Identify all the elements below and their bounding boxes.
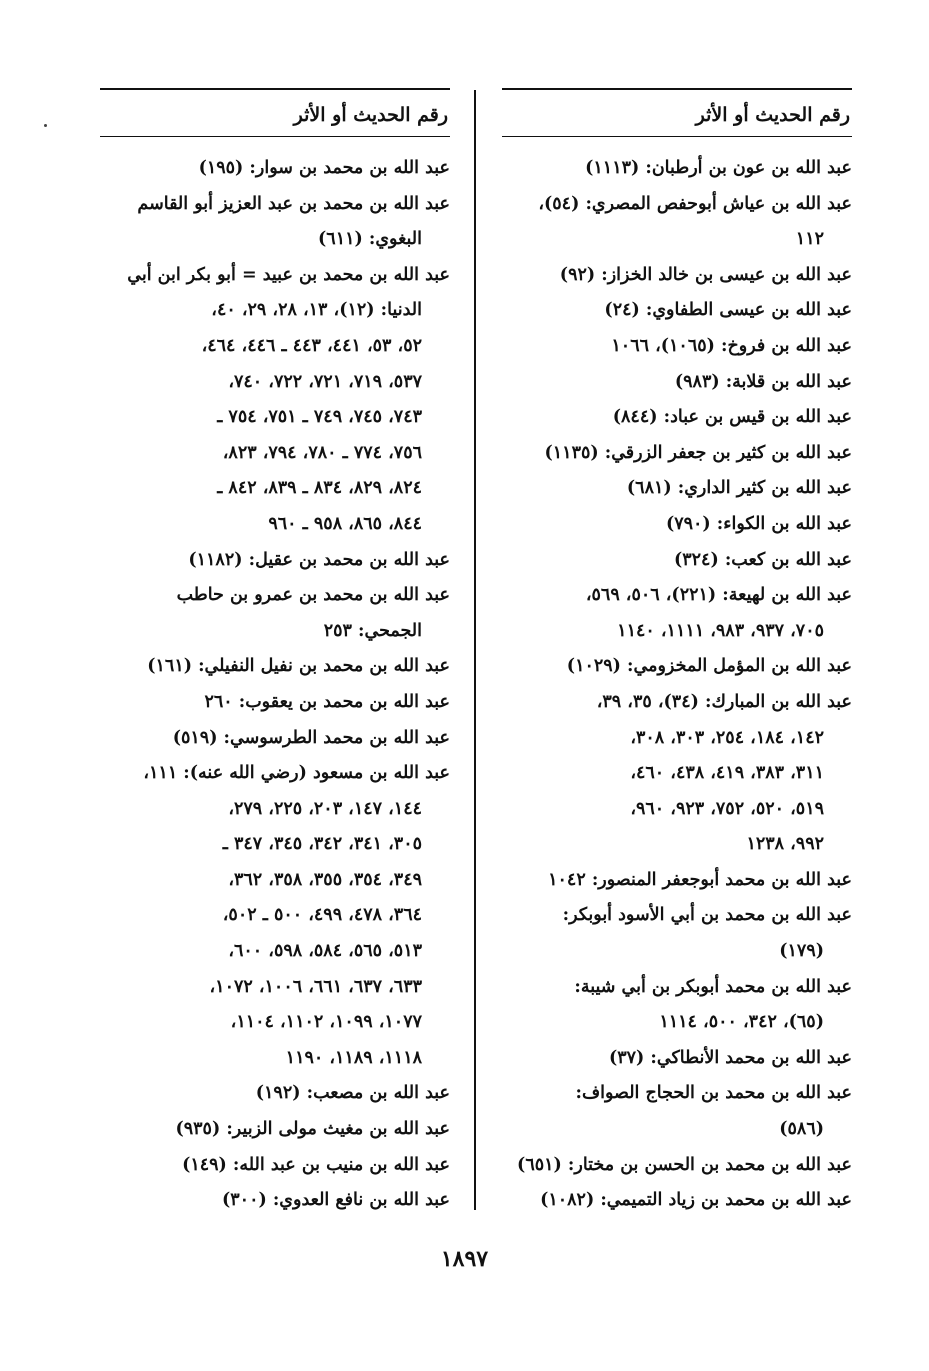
index-entry: عبد الله بن محمد أبوبكر بن أبي شيبة: — [574, 976, 852, 997]
index-entry-continuation: ٥١٣، ٥٦٥، ٥٨٤، ٥٩٨، ٦٠٠، — [228, 941, 422, 962]
left-column-entries — [100, 151, 450, 1219]
index-entry: عبد الله بن قيس بن عباد: (٨٤٤) — [612, 407, 852, 428]
index-entry: عبد الله بن عياش أبوحفص المصري: (٥٤)، — [538, 193, 852, 214]
index-entry-continuation: ٧٥٦، ٧٧٤ ـ ٧٨٠، ٧٩٤، ٨٢٣، — [222, 442, 422, 463]
left-column — [100, 88, 450, 1219]
index-entry-continuation: ٩٩٢، ١٢٣٨ — [746, 834, 824, 855]
index-entry: عبد الله بن منيب بن عبد الله: (١٤٩) — [182, 1154, 450, 1175]
index-entry-continuation: ٣١١، ٣٨٣، ٤١٩، ٤٣٨، ٤٦٠، — [630, 763, 824, 784]
index-entry-continuation: ١١١٨، ١١٨٩، ١١٩٠ — [285, 1047, 422, 1068]
index-entry-continuation: ١٤٤، ١٤٧، ٢٠٣، ٢٢٥، ٢٧٩، — [228, 798, 422, 819]
index-entry: عبد الله بن محمد أبوجعفر المنصور: ١٠٤٢ — [548, 869, 852, 890]
index-entry-continuation: الجمحي: ٢٥٣ — [323, 620, 422, 641]
index-entry: عبد الله بن محمد بن يعقوب: ٢٦٠ — [204, 691, 450, 712]
right-column-header: رقم الحديث أو الأثر — [502, 88, 852, 137]
index-entry-continuation: ٣٦٤، ٤٧٨، ٤٩٩، ٥٠٠ ـ ٥٠٢، — [222, 905, 422, 926]
index-entry-continuation: ٨٢٤، ٨٢٩، ٨٣٤ ـ ٨٣٩، ٨٤٢ ـ — [217, 478, 422, 499]
index-entry-continuation: ٣٠٥، ٣٤١، ٣٤٢، ٣٤٥، ٣٤٧ ـ — [222, 834, 422, 855]
index-entry-continuation: الدنيا: (١٢)، ١٣، ٢٨، ٢٩، ٤٠، — [211, 300, 422, 321]
index-entry-continuation: (٥٨٦) — [779, 1119, 824, 1140]
index-entry: عبد الله بن نافع العدوي: (٣٠٠) — [221, 1190, 450, 1211]
margin-dot — [44, 124, 47, 127]
index-entry: عبد الله بن كثير بن جعفر الزرقي: (١١٣٥) — [544, 442, 852, 463]
index-entry: عبد الله بن عيسى الطفاوي: (٢٤) — [604, 300, 852, 321]
index-entry: عبد الله بن الكواء: (٧٩٠) — [665, 513, 852, 534]
index-entry-continuation: ٨٤٤، ٨٦٥، ٩٥٨ ـ ٩٦٠ — [268, 513, 422, 534]
index-entry: عبد الله بن عيسى بن خالد الخزاز: (٩٢) — [559, 264, 852, 285]
index-entry: عبد الله بن محمد بن عقيل: (١١٨٢) — [188, 549, 450, 570]
index-entry: عبد الله بن محمد بن نفيل النفيلي: (١٦١) — [147, 656, 450, 677]
index-entry-continuation: ٣٤٩، ٣٥٤، ٣٥٥، ٣٥٨، ٣٦٢، — [228, 869, 422, 890]
index-entry-continuation: ٧٠٥، ٩٣٧، ٩٨٣، ١١١١، ١١٤٠ — [617, 620, 824, 641]
index-entry: عبد الله بن محمد بن عبد العزيز أبو القاسم — [137, 193, 450, 214]
index-entry: عبد الله بن مغيث مولى الزبير: (٩٣٥) — [175, 1119, 450, 1140]
right-column — [502, 88, 852, 1219]
index-entry: عبد الله بن محمد بن زياد التميمي: (١٠٨٢) — [540, 1190, 852, 1211]
index-entry-continuation: (٦٥)، ٣٤٢، ٥٠٠، ١١١٤ — [659, 1012, 824, 1033]
index-entry: عبد الله بن مسعود (رضي الله عنه): ١١١، — [143, 763, 450, 784]
index-entry: عبد الله بن المبارك: (٣٤)، ٣٥، ٣٩، — [596, 691, 852, 712]
index-entry: عبد الله بن قلابة: (٩٨٣) — [674, 371, 852, 392]
index-entry: عبد الله بن كثير الداري: (٦٨١) — [626, 478, 852, 499]
index-entry: عبد الله بن محمد بن عمرو بن حاطب — [176, 585, 450, 606]
index-entry-continuation: ٦٣٣، ٦٣٧، ٦٦١، ١٠٠٦، ١٠٧٢، — [209, 976, 422, 997]
index-entry-continuation: ١١٢ — [795, 229, 824, 250]
index-entry-continuation: البغوي: (٦١١) — [318, 229, 422, 250]
index-entry: عبد الله بن عون بن أرطبان: (١١١٣) — [585, 158, 852, 178]
index-entry-continuation: (١٧٩) — [779, 941, 824, 962]
right-column-entries — [502, 151, 852, 1219]
index-entry: عبد الله بن محمد بن عبيد = أبو بكر ابن أبي — [127, 264, 450, 285]
index-entry-continuation: ٥٣٧، ٧١٩، ٧٢١، ٧٢٢، ٧٤٠، — [228, 371, 422, 392]
index-entry: عبد الله بن محمد بن الحسن بن مختار: (٦٥١) — [517, 1154, 852, 1175]
index-entry: عبد الله بن المؤمل المخزومي: (١٠٢٩) — [566, 656, 852, 677]
index-entry-continuation: ٥١٩، ٥٢٠، ٧٥٢، ٩٢٣، ٩٦٠، — [630, 798, 824, 819]
index-entry-continuation: ١٤٢، ١٨٤، ٢٥٤، ٣٠٣، ٣٠٨، — [630, 727, 824, 748]
index-entry-continuation: ٥٢، ٥٣، ٤٤١، ٤٤٣ ـ ٤٤٦، ٤٦٤، — [201, 335, 422, 356]
index-entry-continuation: ٧٤٣، ٧٤٥، ٧٤٩ ـ ٧٥١، ٧٥٤ ـ — [217, 407, 422, 428]
index-entry: عبد الله بن محمد بن الحجاج الصواف: — [575, 1083, 852, 1104]
index-entry: عبد الله بن محمد الأنطاكي: (٣٧) — [608, 1047, 852, 1068]
page-number: ١٨٩٧ — [440, 1246, 489, 1272]
index-entry: عبد الله بن فروخ: (١٠٦٥)، ١٠٦٦ — [611, 335, 852, 356]
index-entry-continuation: ١٠٧٧، ١٠٩٩، ١١٠٢، ١١٠٤، — [230, 1012, 422, 1033]
index-entry: عبد الله بن لهيعة: (٢٢١)، ٥٠٦، ٥٦٩، — [585, 585, 852, 606]
column-divider — [474, 90, 476, 1210]
left-column-header: رقم الحديث أو الأثر — [100, 88, 450, 137]
index-entry: عبد الله بن مصعب: (١٩٢) — [255, 1083, 450, 1104]
index-entry: عبد الله بن محمد بن سوار: (١٩٥) — [198, 158, 450, 178]
index-entry: عبد الله بن كعب: (٣٢٤) — [673, 549, 852, 570]
index-entry: عبد الله بن محمد الطرسوسي: (٥١٩) — [172, 727, 450, 748]
index-entry: عبد الله بن محمد بن أبي الأسود أبوبكر: — [562, 905, 852, 926]
